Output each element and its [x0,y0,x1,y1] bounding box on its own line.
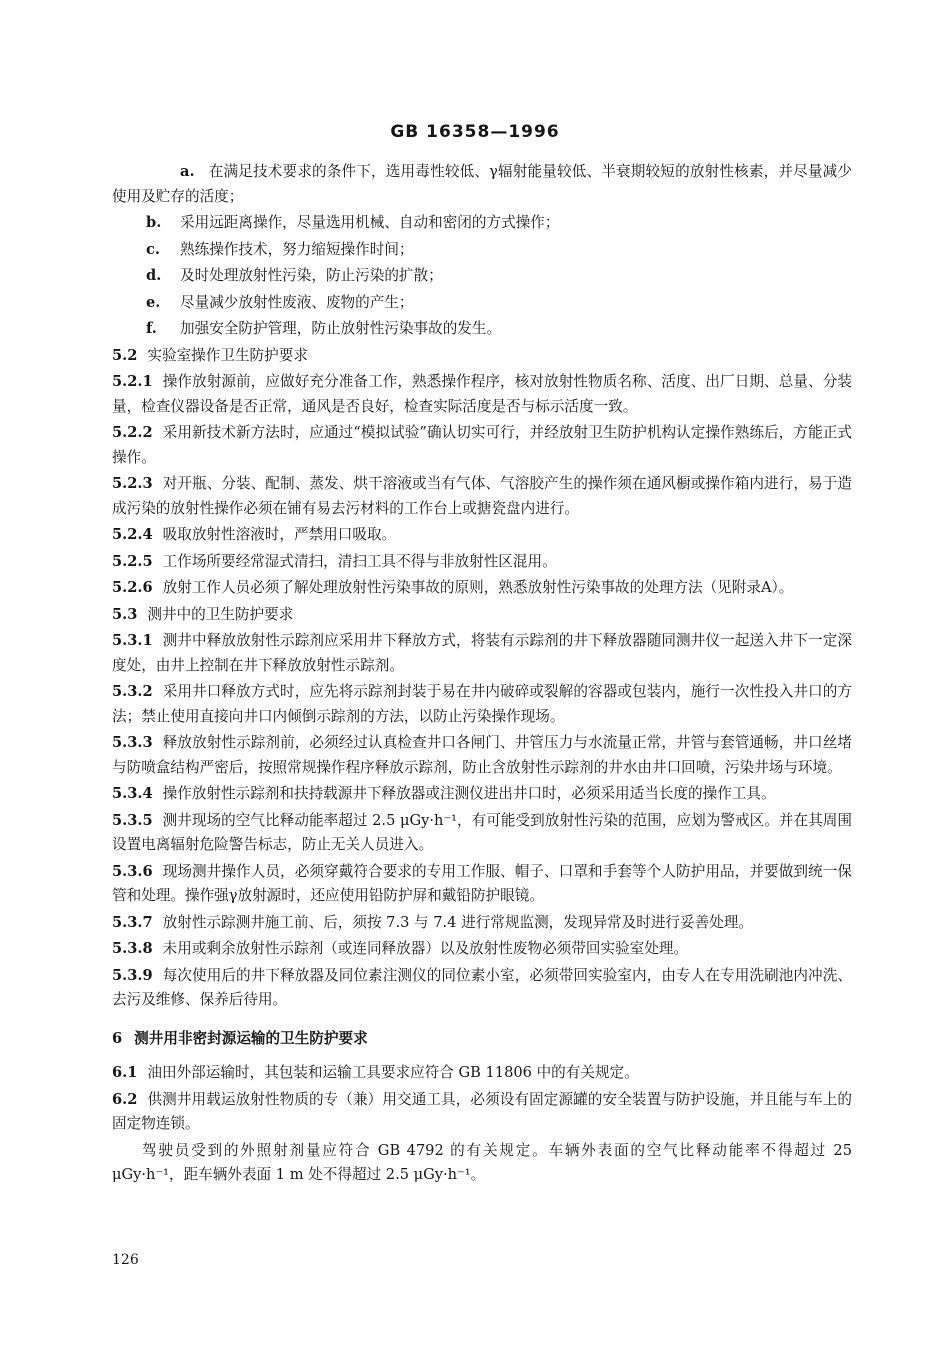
clause-5-2-4 [112,523,852,548]
clause-number: 5.3.4 [112,785,153,802]
list-label: a. [180,163,195,180]
clause-number: 6.2 [112,1090,138,1108]
clause-text: 释放放射性示踪剂前，必须经过认真检查井口各闸门、井管压力与水流量正常，井管与套管通畅，井口丝堵与防喷盒结构严密后，按照常规操作程序释放示踪剂，防止含放射性示踪剂的井水由井口回喷，污染井场与环境。 [112,734,852,776]
clause-text: 测井中释放放射性示踪剂应采用井下释放方式，将装有示踪剂的井下释放器随同测井仪一起送入井下一定深度处，由井上控制在井下释放放射性示踪剂。 [112,632,852,674]
clause-5-2-3 [112,472,852,521]
list-label: f. [146,320,157,337]
clause-number: 5.2.5 [112,552,153,570]
clause-text: 采用井口释放方式时，应先将示踪剂封装于易在井内破碎或裂解的容器或包装内，施行一次性投入井口的方法；禁止使用直接向井口内倾倒示踪剂的方法，以防止污染操作现场。 [112,683,852,725]
clause-5-3-5 [112,809,852,858]
clause-number: 5.2.6 [112,579,153,596]
clause-number: 5.3.6 [112,862,153,880]
list-label: d. [146,267,162,284]
clause-5-2-2 [112,421,852,470]
section-title: 测井用非密封源运输的卫生防护要求 [134,1029,368,1047]
section-title: 测井中的卫生防护要求 [147,605,294,623]
clause-text: 对开瓶、分装、配制、蒸发、烘干溶液或当有气体、气溶胶产生的操作须在通风橱或操作箱内进行，易于造成污染的放射性操作必须在铺有易去污材料的工作台上或搪瓷盘内进行。 [112,475,852,517]
clause-text: 操作放射性示踪剂和扶持载源井下释放器或注测仪进出井口时，必须采用适当长度的操作工具。 [162,785,776,802]
section-number: 5.2 [112,346,138,364]
list-label: c. [146,240,160,258]
list-text: 尽量减少放射性废液、废物的产生； [180,293,414,311]
clause-number: 5.3.8 [112,940,153,957]
section-heading-6 [112,1027,852,1052]
clause-5-3-8 [112,937,852,962]
clause-text: 放射性示踪测井施工前、后，须按 7.3 与 7.4 进行常规监测，发现异常及时进行妥善处理。 [162,913,753,931]
list-text: 采用远距离操作，尽量选用机械、自动和密闭的方式操作； [180,214,560,231]
clause-number: 6.1 [112,1064,138,1081]
list-item-b [112,211,852,236]
clause-number: 5.3.5 [112,811,153,829]
clause-text: 现场测井操作人员，必须穿戴符合要求的专用工作服、帽子、口罩和手套等个人防护用品，并要做到统一保管和处理。操作强γ放射源时，还应使用铅防护屏和戴铅防护眼镜。 [112,862,852,904]
clause-5-3-4 [112,782,852,807]
clause-text: 工作场所要经常湿式清扫，清扫工具不得与非放射性区混用。 [162,552,557,570]
clause-number: 5.3.2 [112,683,153,700]
clause-6-2 [112,1088,852,1137]
page-header: GB 16358—1996 [390,122,560,142]
clause-number: 5.2.2 [112,424,153,441]
paragraph-driver-dose: 驾驶员受到的外照射剂量应符合 GB 4792 的有关规定。车辆外表面的空气比释动能率不得超过 25 μGy·h⁻¹，距车辆外表面 1 m 处不得超过 2.5 μGy·h⁻¹。 [112,1141,852,1183]
section-title: 实验室操作卫生防护要求 [147,346,308,364]
clause-text: 放射工作人员必须了解处理放射性污染事故的原则，熟悉放射性污染事故的处理方法（见附录A）。 [162,579,794,596]
clause-number: 5.3.3 [112,734,153,751]
list-item-e [112,291,852,316]
clause-number: 5.2.4 [112,526,153,543]
section-number: 5.3 [112,605,138,623]
clause-5-3-3 [112,731,852,780]
clause-5-2-5 [112,550,852,575]
clause-text: 油田外部运输时，其包装和运输工具要求应符合 GB 11806 中的有关规定。 [147,1064,639,1081]
clause-5-2-1 [112,370,852,419]
clause-number: 5.3.7 [112,913,153,931]
clause-text: 供测井用载运放射性物质的专（兼）用交通工具，必须设有固定源罐的安全装置与防护设施，并且能与车上的固定物连锁。 [112,1090,852,1132]
clause-text: 采用新技术新方法时，应通过“模拟试验”确认切实可行，并经放射卫生防护机构认定操作熟练后，方能正式操作。 [112,424,852,466]
clause-text: 未用或剩余放射性示踪剂（或连同释放器）以及放射性废物必须带回实验室处理。 [162,940,689,957]
list-label: e. [146,293,161,311]
clause-text: 操作放射源前，应做好充分准备工作，熟悉操作程序，核对放射性物质名称、活度、出厂日期、总量、分装量，检查仪器设备是否正常，通风是否良好，检查实际活度是否与标示活度一致。 [112,373,852,415]
clause-number: 5.3.9 [112,966,153,984]
section-heading-5-2 [112,344,852,369]
list-item-a [112,160,852,209]
clause-number: 5.2.1 [112,373,153,390]
list-text: 加强安全防护管理，防止放射性污染事故的发生。 [180,320,502,337]
page-body [112,160,852,1190]
clause-5-2-6 [112,576,852,601]
section-number: 6 [112,1029,123,1047]
list-item-f [112,317,852,342]
clause-5-3-6 [112,860,852,909]
clause-6-1 [112,1061,852,1086]
list-item-c [112,238,852,263]
list-label: b. [146,214,162,231]
clause-text: 每次使用后的井下释放器及同位素注测仪的同位素小室，必须带回实验室内，由专人在专用洗刷池内冲洗、去污及维修、保养后待用。 [112,966,852,1008]
clause-number: 5.2.3 [112,475,153,492]
clause-text: 吸取放射性溶液时，严禁用口吸取。 [162,526,397,543]
list-text: 在满足技术要求的条件下，选用毒性较低、γ辐射能量较低、半衰期较短的放射性核素，并尽量减少使用及贮存的活度； [112,163,852,205]
page-number: 126 [112,1252,139,1268]
clause-5-3-9 [112,964,852,1013]
clause-5-3-2 [112,680,852,729]
clause-text: 测井现场的空气比释动能率超过 2.5 μGy·h⁻¹，有可能受到放射性污染的范围，应划为警戒区。并在其周围设置电离辐射危险警告标志，防止无关人员进入。 [112,811,852,853]
list-item-d [112,264,852,289]
section-heading-5-3 [112,603,852,628]
clause-5-3-1 [112,629,852,678]
clause-number: 5.3.1 [112,632,153,649]
list-text: 熟练操作技术，努力缩短操作时间； [180,240,414,258]
clause-5-3-7 [112,911,852,936]
list-text: 及时处理放射性污染，防止污染的扩散； [180,267,443,284]
